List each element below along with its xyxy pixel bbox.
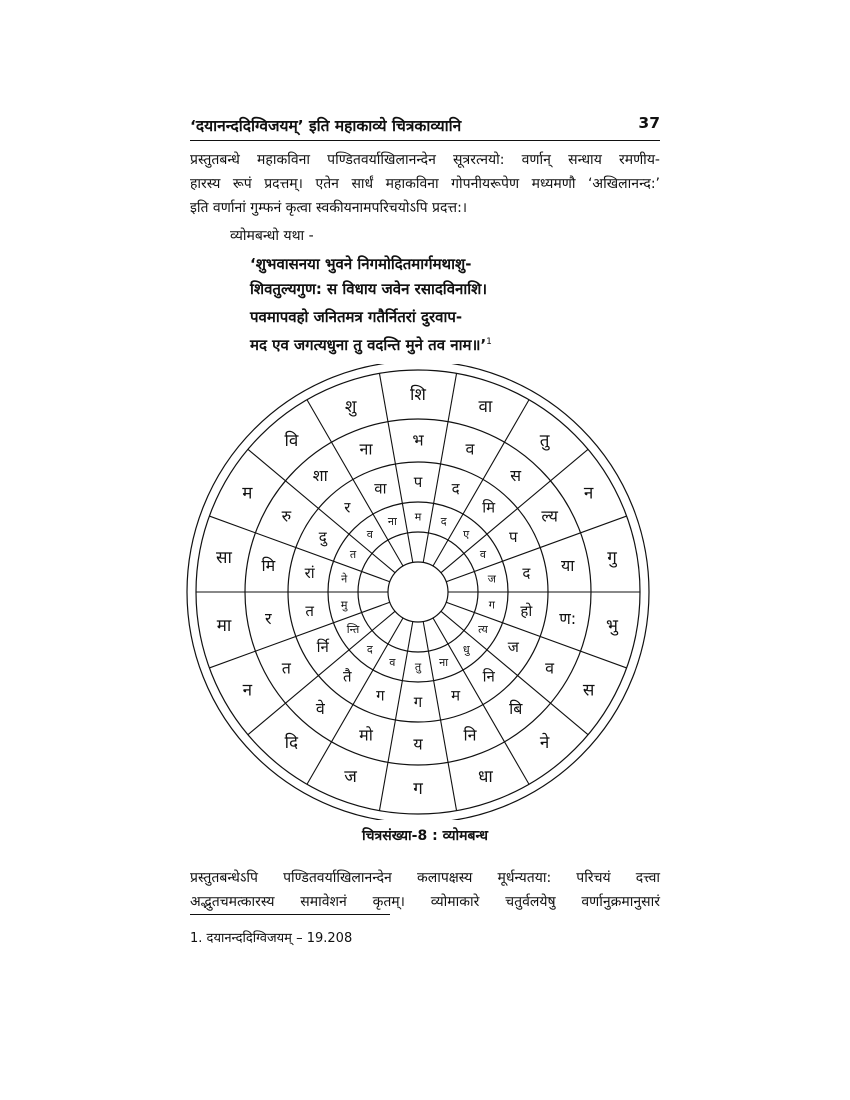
verse-line-last — [250, 330, 492, 358]
diagram-syllable: ने — [539, 732, 550, 753]
diagram-syllable: ए — [463, 528, 470, 542]
diagram-syllable: व — [366, 528, 373, 542]
diagram-syllable: भु — [606, 616, 618, 637]
footnote-rule — [190, 914, 390, 915]
diagram-syllable: म — [451, 686, 461, 705]
diagram-syllable: दु — [318, 528, 327, 546]
diagram-syllable: व — [389, 655, 396, 669]
diagram-syllable: र्नि — [316, 638, 329, 656]
sector-divider — [209, 602, 389, 668]
diagram-syllable: मा — [216, 616, 232, 637]
diagram-syllable: न — [242, 680, 253, 701]
diagram-syllable: धु — [462, 642, 470, 656]
diagram-syllable: त्य — [478, 623, 488, 636]
verse-line: शिवतुल्यगुण: स विधाय जवेन रसादविनाशि। — [250, 280, 488, 298]
page-number: 37 — [638, 114, 660, 132]
diagram-syllable: वि — [284, 431, 299, 452]
sector-divider — [446, 602, 626, 668]
diagram-syllable: वे — [315, 698, 325, 718]
diagram-syllable: मि — [261, 556, 276, 576]
diagram-syllable: द — [440, 515, 447, 529]
diagram-syllable: त — [281, 658, 291, 678]
diagram-syllable: नि — [482, 667, 495, 686]
diagram-syllable: त — [349, 548, 357, 561]
diagram-syllable: गु — [607, 547, 617, 568]
diagram-syllable: ने — [341, 572, 348, 586]
diagram-syllable: ग — [413, 693, 423, 711]
diagram-syllable: बि — [509, 698, 523, 718]
paragraph-2 — [190, 866, 660, 914]
diagram-syllable: व — [545, 658, 555, 678]
diagram-syllable: त — [305, 602, 314, 621]
diagram-syllable: मि — [482, 498, 496, 517]
verse-stanza-2 — [250, 305, 492, 358]
diagram-syllable: वा — [478, 396, 493, 417]
diagram-syllable: मो — [359, 725, 373, 745]
diagram-syllable: प — [413, 473, 423, 491]
diagram-syllable: न — [583, 483, 594, 504]
verse-intro: व्योमबन्धो यथा - — [230, 228, 314, 244]
header-rule — [190, 140, 660, 141]
sector-divider — [446, 516, 626, 582]
diagram-syllable: ना — [439, 655, 449, 669]
paragraph-2-line: अद्भुतचमत्कारस्य समावेशनं कृतम्। व्योमाकारे चतुर्वलयेषु वर्णानुक्रमानुसारं — [190, 894, 660, 910]
verse-line: ‘शुभवासनया भुवने निगमोदितमार्गमथाशु- — [250, 255, 472, 273]
diagram-syllable: दि — [284, 732, 299, 753]
diagram-syllable: तै — [343, 667, 352, 686]
diagram-syllable: ना — [387, 515, 397, 529]
diagram-syllable: तु — [414, 660, 422, 674]
diagram-syllable: ग — [376, 686, 385, 705]
diagram-syllable: भ — [412, 430, 424, 450]
diagram-syllable: द — [366, 642, 373, 656]
diagram-syllable: व — [479, 548, 487, 561]
diagram-syllable: शु — [344, 396, 357, 417]
paragraph-2-line: प्रस्तुतबन्धेऽपि पण्डितवर्याखिलानन्देन कलापक्षस्य मूर्धन्यतया: परिचयं दत्त्वा — [190, 870, 660, 886]
diagram-syllable: र — [344, 498, 351, 517]
diagram-syllable: सा — [216, 547, 232, 568]
diagram-syllable: धा — [477, 767, 493, 788]
diagram-syllable: म — [242, 483, 253, 504]
diagram-syllable: स — [510, 466, 522, 486]
diagram-syllable: वा — [374, 479, 387, 498]
figure-caption: चित्रसंख्या-8 : व्योमबन्ध — [362, 828, 488, 844]
diagram-syllable: शि — [410, 385, 426, 405]
diagram-syllable: म — [414, 510, 422, 524]
diagram-syllable: हो — [520, 602, 533, 621]
paragraph-1-line: हारस्य रूपं प्रदत्तम्। एतेन सार्धं महाकविना गोपनीयरूपेण मध्यमणौ ‘अखिलानन्द:’ — [190, 176, 660, 192]
paragraph-1 — [190, 148, 660, 220]
diagram-syllable: नि — [463, 725, 477, 745]
diagram-syllable: य — [413, 734, 423, 754]
running-header — [190, 114, 660, 140]
diagram-syllable: या — [560, 556, 575, 576]
diagram-syllable: र — [265, 608, 272, 628]
diagram-syllable: मु — [340, 598, 348, 612]
diagram-syllable: रु — [281, 506, 292, 526]
diagram-syllable: रां — [304, 563, 315, 582]
diagram-syllable: ज — [487, 572, 496, 586]
diagram-syllable: शा — [312, 466, 328, 486]
diagram-syllable: ज — [344, 767, 357, 788]
verse-stanza-1 — [250, 252, 487, 302]
diagram-syllable: ण: — [559, 608, 577, 628]
diagram-syllable: व — [465, 439, 475, 459]
verse-line: पवमापवहो जनितमत्र गतैर्नितरां दुरवाप- — [250, 308, 463, 326]
diagram-syllable: द — [522, 563, 531, 582]
diagram-syllable: ना — [359, 439, 373, 459]
verse-line-text: मद एव जगत्यधुना तु वदन्ति मुने तव नाम॥’ — [250, 336, 487, 354]
paragraph-1-line: प्रस्तुतबन्धे महाकविना पण्डितवर्याखिलानन्देन सूत्ररत्नयो: वर्णान् सन्धाय रमणीय- — [190, 152, 660, 168]
diagram-syllable: ग — [488, 598, 495, 612]
paragraph-1-line: इति वर्णानां गुम्फनं कृत्वा स्वकीयनामपरिचयोऽपि प्रदत्त:। — [190, 200, 468, 216]
diagram-syllable: तु — [539, 431, 550, 452]
ring-circle — [388, 562, 448, 622]
diagram-syllable: न्ति — [346, 623, 360, 636]
diagram-syllable: द — [451, 479, 460, 498]
footnote-marker: 1 — [486, 337, 492, 347]
diagram-syllable: प — [508, 528, 518, 546]
vyoma-bandha-diagram — [185, 364, 665, 820]
diagram-syllable: ज — [507, 638, 519, 656]
diagram-syllable: ल्य — [541, 506, 558, 526]
sector-divider — [209, 516, 389, 582]
diagram-syllable: स — [582, 680, 595, 701]
footnote: 1. दयानन्ददिग्विजयम् – 19.208 — [190, 931, 353, 946]
diagram-syllable: ग — [413, 779, 423, 799]
running-title: ‘दयानन्ददिग्विजयम्’ इति महाकाव्ये चित्रकाव्यानि — [190, 117, 462, 135]
